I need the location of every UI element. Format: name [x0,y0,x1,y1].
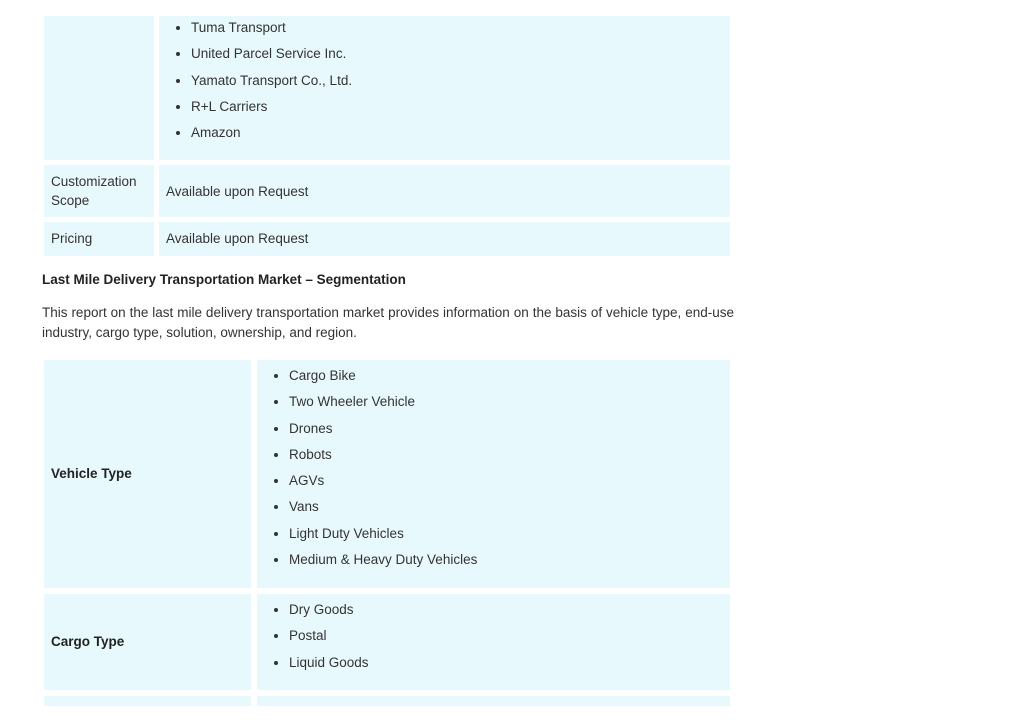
vehicle-type-item: Vans [274,497,730,523]
cargo-type-item: Dry Goods [274,600,730,626]
companies-label-cell [44,16,154,160]
vehicle-type-item: Medium & Heavy Duty Vehicles [274,550,730,576]
pricing-label-cell [44,222,154,256]
cargo-type-label-cell [44,594,251,690]
vehicle-type-item: Cargo Bike [274,366,730,392]
cargo-type-label: Cargo Type [51,634,125,649]
company-item: R+L Carriers [176,97,730,123]
pricing-value: Available upon Request [166,231,309,246]
segmentation-intro: This report on the last mile delivery transportation market provides information on the basis of vehicle type, end-use industry, cargo type, solution, ownership, and region. [42,305,734,340]
cargo-type-list [274,600,730,679]
next-row-value-cell [257,696,730,706]
company-item: Tuma Transport [176,18,730,44]
vehicle-type-item: Robots [274,445,730,471]
cargo-type-list-cell [257,594,730,690]
company-item: Yamato Transport Co., Ltd. [176,71,730,97]
companies-list [176,18,730,149]
customization-scope-value: Available upon Request [166,184,309,199]
company-item: United Parcel Service Inc. [176,44,730,70]
customization-scope-value-cell [159,165,730,217]
vehicle-type-label: Vehicle Type [51,466,132,481]
next-row-label-cell [44,696,251,706]
segmentation-heading: Last Mile Delivery Transportation Market – Segmentation [42,272,406,287]
companies-list-cell [159,16,730,160]
pricing-label: Pricing [51,231,93,246]
vehicle-type-item: Light Duty Vehicles [274,524,730,550]
customization-scope-label: Customization Scope [51,174,137,208]
vehicle-type-label-cell [44,360,251,588]
vehicle-type-item: AGVs [274,471,730,497]
customization-scope-label-cell [44,165,154,217]
vehicle-type-item: Drones [274,419,730,445]
vehicle-type-item: Two Wheeler Vehicle [274,392,730,418]
pricing-value-cell [159,222,730,256]
company-item: Amazon [176,123,730,149]
cargo-type-item: Postal [274,626,730,652]
vehicle-type-list-cell [257,360,730,588]
vehicle-type-list [274,366,730,576]
cargo-type-item: Liquid Goods [274,653,730,679]
